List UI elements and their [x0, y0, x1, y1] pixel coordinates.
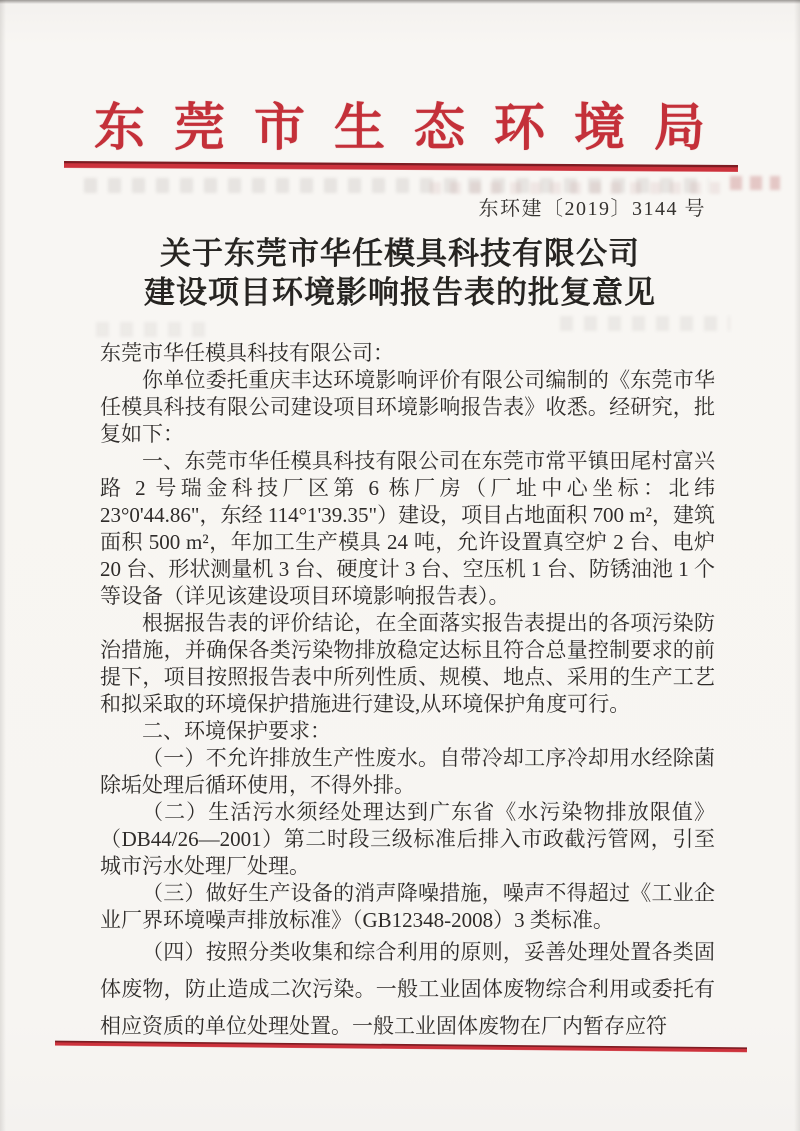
- document-title-line-1: 关于东莞市华任模具科技有限公司: [160, 236, 640, 271]
- scan-edge-shadow-right: [794, 0, 800, 1131]
- bleed-through-artifact: [84, 178, 709, 193]
- body-paragraph: 二、环境保护要求：: [142, 719, 331, 743]
- body-paragraph: （一）不允许排放生产性废水。自带冷却工序冷却用水经除菌除垢处理后循环使用，不得外排。: [100, 746, 715, 797]
- body-paragraph: （三）做好生产设备的消声降噪措施，噪声不得超过《工业企业厂界环境噪声排放标准》（GB12348-2008）3 类标准。: [100, 881, 715, 932]
- salutation-line: 东莞市华任模具科技有限公司：: [100, 341, 394, 365]
- document-title: [0, 234, 800, 312]
- scan-edge-shadow-top: [0, 0, 800, 4]
- agency-letterhead: 东莞市生态环境局: [94, 101, 735, 157]
- document-title-line-2: 建设项目环境影响报告表的批复意见: [144, 275, 656, 310]
- body-paragraph: （四）按照分类收集和综合利用的原则，妥善处理处置各类固体废物，防止造成二次污染。一般工业固体废物综合利用或委托有相应资质的单位处理处置。一般工业固体废物在厂内暂存应符: [100, 940, 715, 1038]
- body-paragraph: 一、东莞市华任模具科技有限公司在东莞市常平镇田尾村富兴路 2 号瑞金科技厂区第 6 栋厂房（厂址中心坐标：北纬 23°0'44.86"，东经 114°1'39.35"）建设，项目占地面积 700 m²，建筑面积 500 m²，年加工生产模具 24 吨，允许设置真空炉 2 台、电炉 20 台、形状测量机 3 台、硬度计 3 台、空压机 1 台、防锈油池 1 个等设备（详见该建设项目环境影响报告表）。: [100, 449, 715, 608]
- bleed-through-artifact: [96, 322, 216, 337]
- body-paragraph: 你单位委托重庆丰达环境影响评价有限公司编制的《东莞市华任模具科技有限公司建设项目环境影响报告表》收悉。经研究，批复如下：: [100, 368, 715, 446]
- body-paragraph: 根据报告表的评价结论，在全面落实报告表提出的各项污染防治措施，并确保各类污染物排放稳定达标且符合总量控制要求的前提下，项目按照报告表中所列性质、规模、地点、采用的生产工艺和拟采取的环境保护措施进行建设,从环境保护角度可行。: [100, 611, 715, 716]
- header-red-rule: [64, 161, 738, 172]
- document-number: 东环建〔2019〕3144 号: [478, 198, 706, 220]
- bleed-through-artifact: [560, 316, 730, 331]
- document-body: [100, 340, 715, 1045]
- bleed-through-artifact: [730, 176, 780, 190]
- body-paragraph: （二）生活污水须经处理达到广东省《水污染物排放限值》（DB44/26—2001）第二时段三级标准后排入市政截污管网，引至城市污水处理厂处理。: [100, 800, 715, 878]
- body-paragraphs: [100, 367, 715, 1045]
- scan-edge-shadow-left: [0, 0, 6, 1131]
